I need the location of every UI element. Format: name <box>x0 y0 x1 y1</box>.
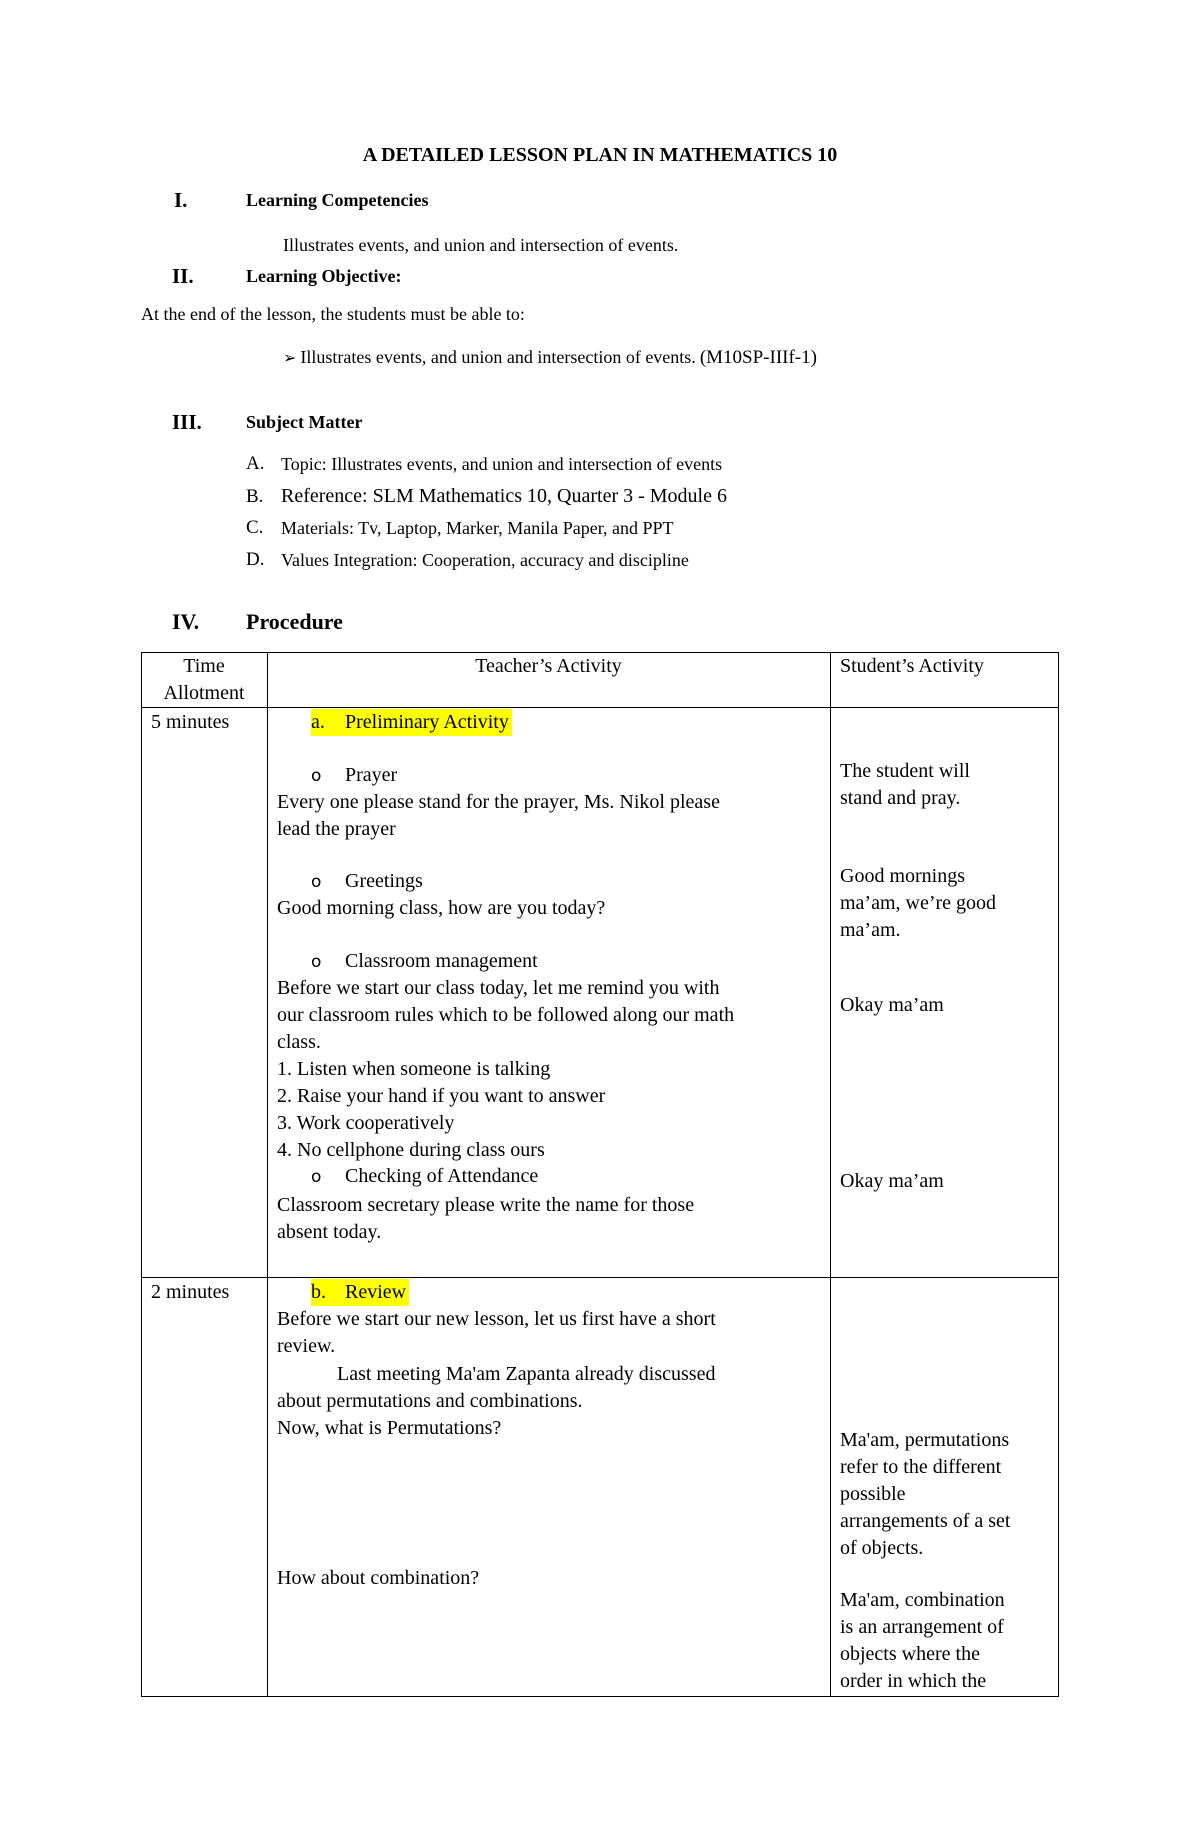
table-border <box>1058 652 1059 1697</box>
management-line3: class. <box>277 1031 321 1053</box>
section-label-procedure: Procedure <box>246 609 343 634</box>
section-label-subject: Subject Matter <box>246 412 363 432</box>
review-line: Last meeting Ma'am Zapanta already discussed <box>337 1363 716 1385</box>
student-prayer-line2: stand and pray. <box>840 787 961 809</box>
subject-item-topic: Topic: Illustrates events, and union and intersection of events <box>281 454 723 474</box>
row1-heading <box>311 709 512 736</box>
perm-answer-line: refer to the different <box>840 1456 1002 1478</box>
student-greet-line2: ma’am, we’re good <box>840 892 997 914</box>
review-question-permutation: Now, what is Permutations? <box>277 1417 502 1439</box>
greetings-label: Greetings <box>345 870 423 892</box>
table-border <box>830 652 831 1697</box>
review-line: about permutations and combinations. <box>277 1390 583 1412</box>
comb-answer-line: objects where the <box>840 1643 980 1665</box>
section-label-competencies: Learning Competencies <box>246 190 429 210</box>
table-border <box>267 652 268 1697</box>
header-time-line2: Allotment <box>163 682 245 704</box>
subject-item-values: Values Integration: Cooperation, accuracy and discipline <box>281 550 689 570</box>
objective-bullet-code: (M10SP-IIIf-1) <box>699 347 817 368</box>
objective-bullet-text: Illustrates events, and union and intersection of events. <box>300 347 696 367</box>
student-greet-line1: Good mornings <box>840 865 965 887</box>
header-teacher-activity: Teacher’s Activity <box>475 655 622 677</box>
management-item <box>311 948 538 976</box>
arrow-bullet-icon: ➢ <box>283 350 297 367</box>
procedure-table <box>141 652 1059 1697</box>
table-border <box>141 1696 1059 1697</box>
row2-time: 2 minutes <box>151 1281 230 1303</box>
header-time-line1: Time <box>183 655 225 677</box>
rule-item: 1. Listen when someone is talking <box>277 1058 551 1080</box>
perm-answer-line: of objects. <box>840 1537 924 1559</box>
review-line: Before we start our new lesson, let us first have a short <box>277 1308 716 1330</box>
management-label: Classroom management <box>345 950 538 972</box>
circle-bullet-icon: o <box>311 952 322 972</box>
comb-answer-line: Ma'am, combination <box>840 1589 1005 1611</box>
circle-bullet-icon: o <box>311 872 322 892</box>
comb-answer-line: order in which the <box>840 1670 987 1692</box>
row2-heading-text: Review <box>345 1281 407 1303</box>
subject-item-letter: A. <box>246 453 265 474</box>
rule-item: 4. No cellphone during class ours <box>277 1139 545 1161</box>
management-line1: Before we start our class today, let me remind you with <box>277 977 720 999</box>
section-numeral-competencies: I. <box>174 188 188 212</box>
review-line: review. <box>277 1335 336 1357</box>
row2-heading-letter: b. <box>311 1281 326 1303</box>
row1-time: 5 minutes <box>151 711 230 733</box>
prayer-line2-text: lead the prayer <box>277 818 396 840</box>
rule-item: 2. Raise your hand if you want to answer <box>277 1085 606 1107</box>
attendance-line2: absent today. <box>277 1221 382 1243</box>
circle-bullet-icon: o <box>311 766 322 786</box>
table-border <box>141 652 142 1697</box>
perm-answer-line: possible <box>840 1483 906 1505</box>
management-line2: our classroom rules which to be followed along our math <box>277 1004 735 1026</box>
subject-item-letter: D. <box>246 549 265 570</box>
rule-item: 3. Work cooperatively <box>277 1112 455 1134</box>
subject-item-letter: C. <box>246 517 264 538</box>
section-label-objective: Learning Objective: <box>246 266 402 286</box>
student-greet-line3: ma’am. <box>840 919 901 941</box>
student-okay: Okay ma’am <box>840 994 944 1016</box>
perm-answer-line: Ma'am, permutations <box>840 1429 1010 1451</box>
review-question-combination: How about combination? <box>277 1567 480 1589</box>
section-numeral-objective: II. <box>172 264 194 288</box>
prayer-label: Prayer <box>345 764 398 786</box>
objective-bullet <box>283 347 817 369</box>
objective-intro: At the end of the lesson, the students must be able to: <box>141 304 525 324</box>
row1-heading-text: Preliminary Activity <box>345 711 509 733</box>
circle-bullet-icon: o <box>311 1167 322 1187</box>
greetings-line: Good morning class, how are you today? <box>277 897 606 919</box>
perm-answer-line: arrangements of a set <box>840 1510 1011 1532</box>
row2-heading <box>311 1279 409 1306</box>
section-numeral-subject: III. <box>172 410 202 434</box>
subject-item-letter: B. <box>246 486 264 507</box>
header-student-activity: Student’s Activity <box>840 655 984 677</box>
subject-item-materials: Materials: Tv, Laptop, Marker, Manila Paper, and PPT <box>281 518 674 538</box>
page-title: A DETAILED LESSON PLAN IN MATHEMATICS 10 <box>362 144 838 166</box>
prayer-item <box>311 762 397 790</box>
student-okay: Okay ma’am <box>840 1170 944 1192</box>
row1-heading-letter: a. <box>311 711 325 733</box>
prayer-line1-text: Every one please stand for the prayer, Ms. Nikol please <box>277 791 720 813</box>
table-border <box>141 707 1059 708</box>
attendance-label: Checking of Attendance <box>345 1165 539 1187</box>
table-border <box>141 1277 1059 1278</box>
competency-text: Illustrates events, and union and intersection of events. <box>283 235 679 255</box>
student-prayer-line1: The student will <box>840 760 970 782</box>
section-numeral-procedure: IV. <box>172 609 200 634</box>
attendance-line1: Classroom secretary please write the name for those <box>277 1194 695 1216</box>
greetings-item <box>311 868 423 896</box>
attendance-item <box>311 1163 538 1191</box>
subject-item-reference: Reference: SLM Mathematics 10, Quarter 3 - Module 6 <box>281 485 727 507</box>
comb-answer-line: is an arrangement of <box>840 1616 1004 1638</box>
